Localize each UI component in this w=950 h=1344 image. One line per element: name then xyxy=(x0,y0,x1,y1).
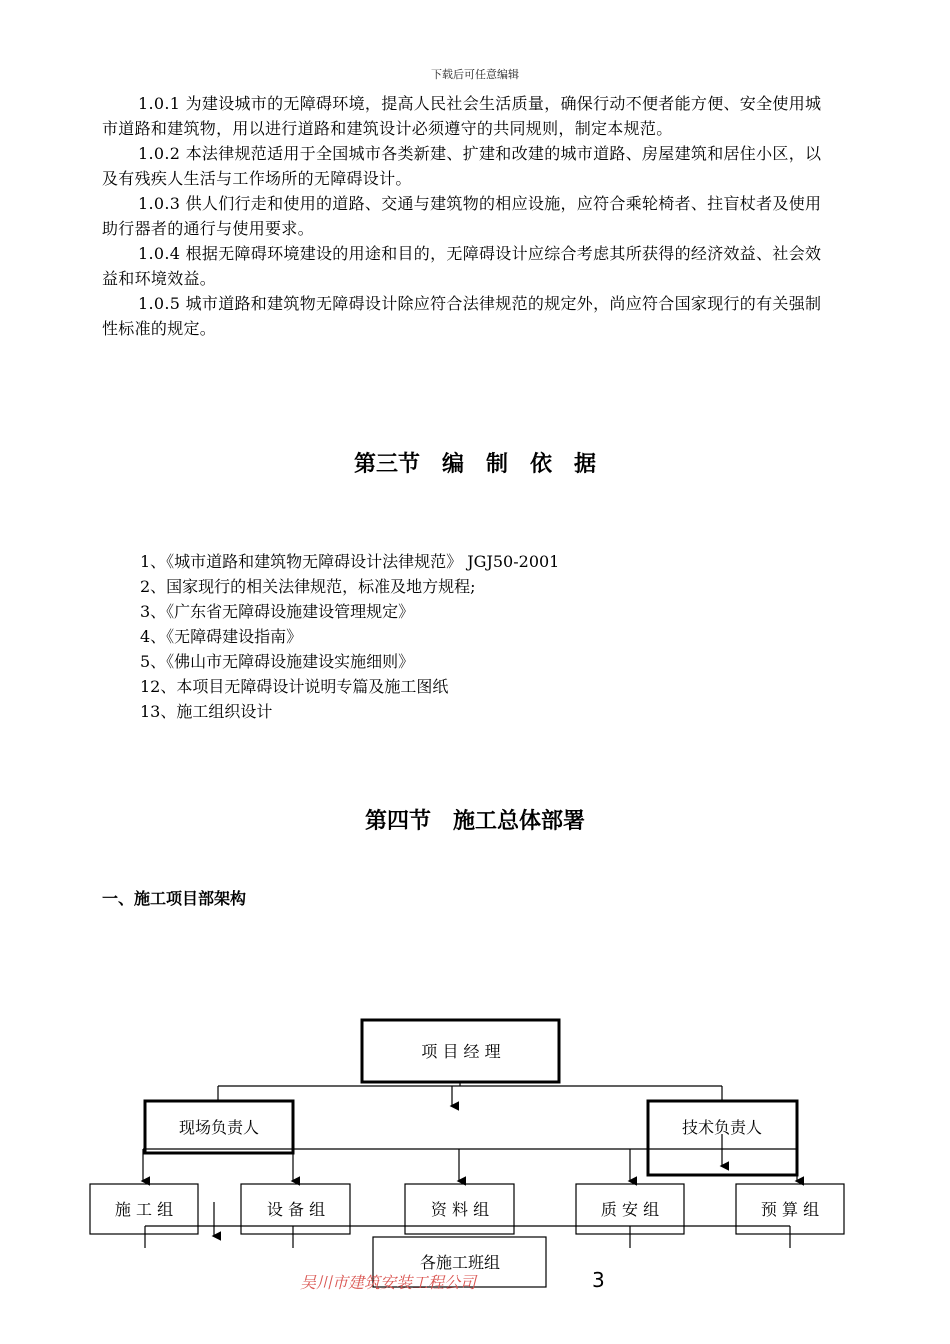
paragraph-1-0-1: 1.0.1 为建设城市的无障碍环境，提高人民社会生活质量，确保行动不便者能方便、安全使用城市道路和建筑物，用以进行道路和建筑设计必须遵守的共同规则，制定本规范。 xyxy=(102,94,822,138)
header-note: 下载后可任意编辑 xyxy=(431,68,519,81)
reference-item: 4、《无障碍建设指南》 xyxy=(140,627,303,646)
site-lead-label: 现场负责人 xyxy=(178,1118,260,1137)
documents-group-label: 资 料 组 xyxy=(430,1200,490,1219)
paragraph-1-0-2: 1.0.2 本法律规范适用于全国城市各类新建、扩建和改建的城市道路、房屋建筑和居住小区，以及有残疾人生活与工作场所的无障碍设计。 xyxy=(102,144,822,188)
page-number: 3 xyxy=(592,1268,605,1292)
reference-item: 12、本项目无障碍设计说明专篇及施工图纸 xyxy=(140,677,449,696)
section4-title: 第四节 施工总体部署 xyxy=(364,809,585,834)
reference-item: 2、国家现行的相关法律规范，标准及地方规程; xyxy=(140,577,476,596)
reference-item: 5、《佛山市无障碍设施建设实施细则》 xyxy=(140,652,415,671)
tech-lead-label: 技术负责人 xyxy=(681,1118,763,1137)
equipment-group-label: 设 备 组 xyxy=(266,1200,326,1219)
manager-label: 项 目 经 理 xyxy=(421,1042,501,1061)
paragraph-1-0-4: 1.0.4 根据无障碍环境建设的用途和目的，无障碍设计应综合考虑其所获得的经济效益、社会效益和环境效益。 xyxy=(102,244,822,288)
reference-item: 13、施工组织设计 xyxy=(140,702,273,721)
section3-title: 第三节 编 制 依 据 xyxy=(353,452,596,477)
construction-group-label: 施 工 组 xyxy=(114,1200,174,1219)
reference-item: 3、《广东省无障碍设施建设管理规定》 xyxy=(140,602,415,621)
budget-group-label: 预 算 组 xyxy=(760,1200,820,1219)
footer-company: 吴川市建筑安装工程公司 xyxy=(300,1273,477,1292)
paragraph-1-0-5: 1.0.5 城市道路和建筑物无障碍设计除应符合法律规范的规定外，尚应符合国家现行的有关强制性标准的规定。 xyxy=(102,294,822,338)
crews-label: 各施工班组 xyxy=(419,1253,501,1272)
subsection-title: 一、施工项目部架构 xyxy=(102,889,247,908)
reference-item: 1、《城市道路和建筑物无障碍设计法律规范》 JGJ50-2001 xyxy=(140,552,560,571)
paragraph-1-0-3: 1.0.3 供人们行走和使用的道路、交通与建筑物的相应设施，应符合乘轮椅者、拄盲杖者及使用助行器者的通行与使用要求。 xyxy=(102,194,822,238)
quality-group-label: 质 安 组 xyxy=(600,1200,660,1219)
